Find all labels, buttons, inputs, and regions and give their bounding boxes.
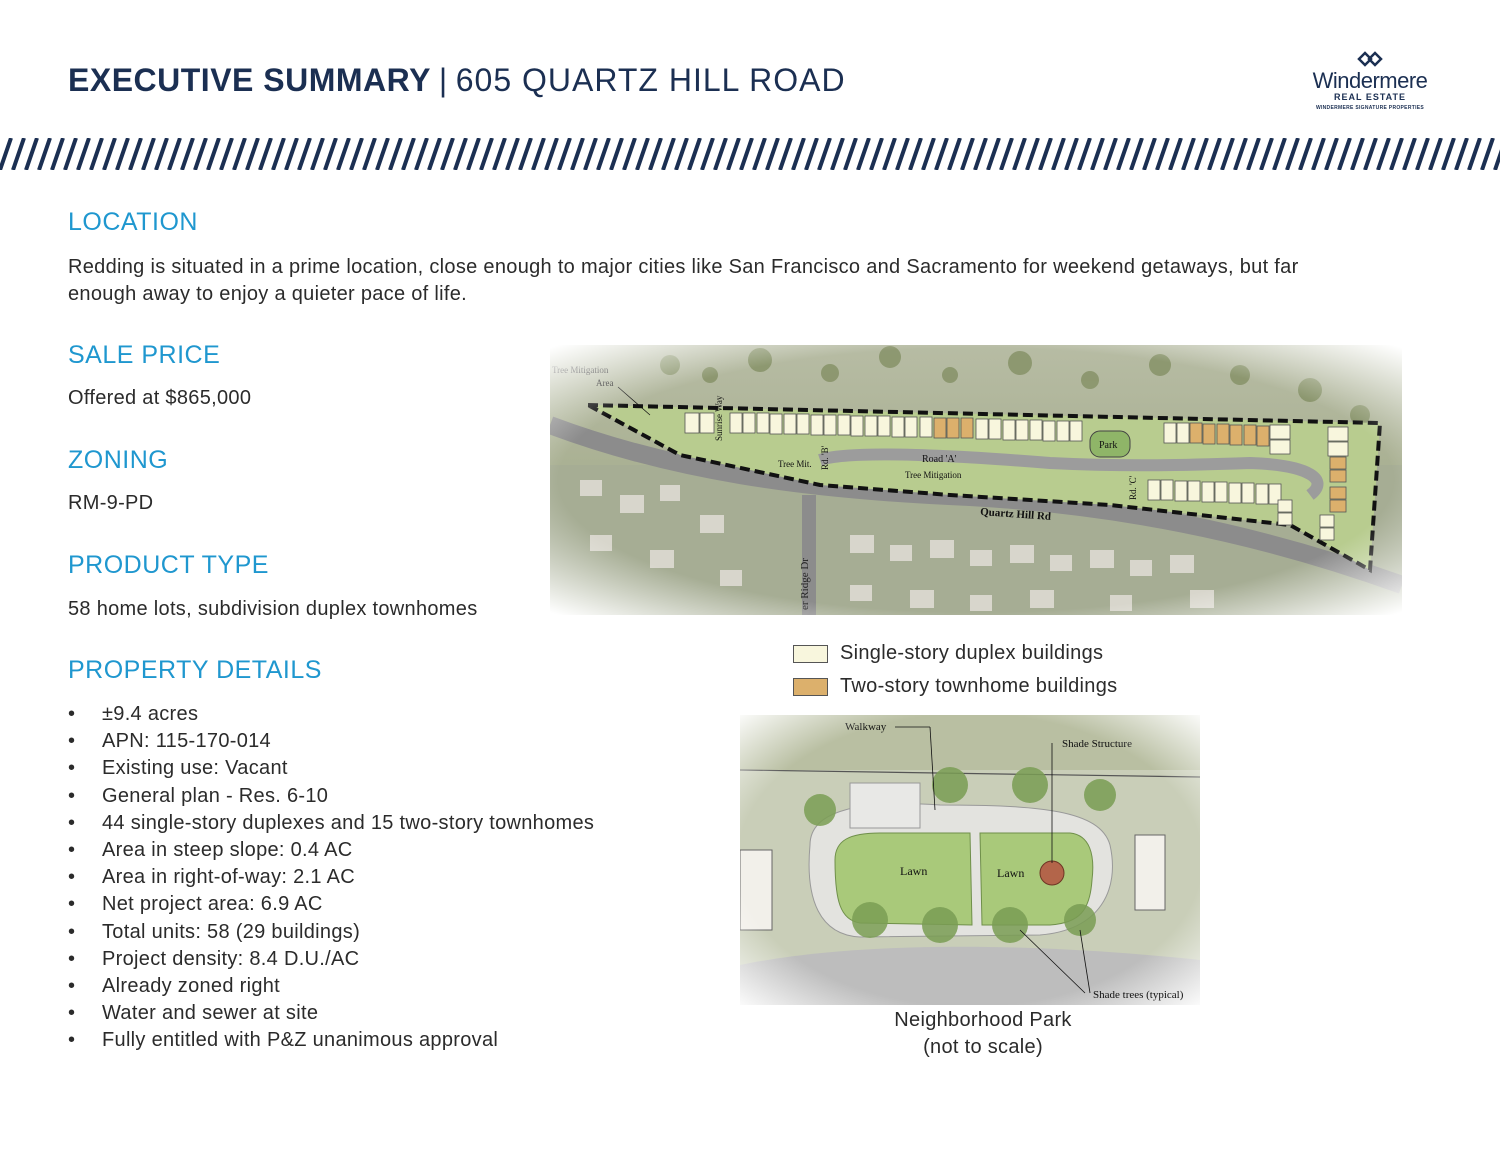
list-item: • Area in steep slope: 0.4 AC <box>68 839 353 862</box>
list-item: • Existing use: Vacant <box>68 757 288 780</box>
legend-label-two: Two-story townhome buildings <box>840 675 1118 697</box>
legend-item-single <box>793 637 1117 670</box>
park-caption <box>843 1007 1123 1061</box>
logo-tagline: REAL ESTATE <box>1333 92 1406 102</box>
header-stripe-divider <box>0 138 1500 170</box>
list-item: • Fully entitled with P&Z unanimous approval <box>68 1029 499 1052</box>
site-plan-map <box>550 345 1402 615</box>
logo-sub: WINDERMERE SIGNATURE PROPERTIES <box>1315 105 1425 111</box>
zoning-text: RM-9-PD <box>68 492 154 514</box>
list-item: • ±9.4 acres <box>68 703 199 725</box>
list-item: • Project density: 8.4 D.U./AC <box>68 947 360 970</box>
page-title <box>68 62 846 99</box>
windermere-logo-icon <box>1355 50 1385 68</box>
list-item: • General plan - Res. 6-10 <box>68 784 329 807</box>
legend-item-two <box>793 670 1117 703</box>
neighborhood-park-plan <box>740 715 1200 1005</box>
title-separator: | <box>438 62 448 98</box>
park-caption-note: (not to scale) <box>923 1036 1043 1058</box>
legend-label-single: Single-story duplex buildings <box>840 642 1104 664</box>
property-details-heading: PROPERTY DETAILS <box>68 656 322 684</box>
sale-price-text: Offered at $865,000 <box>68 387 252 409</box>
logo-name: Windermere <box>1312 68 1428 93</box>
location-heading: LOCATION <box>68 208 198 236</box>
legend-swatch-single <box>793 645 828 663</box>
product-type-heading: PRODUCT TYPE <box>68 551 269 579</box>
map-legend <box>793 637 1117 703</box>
list-item: • Area in right-of-way: 2.1 AC <box>68 866 355 889</box>
list-item: • APN: 115-170-014 <box>68 730 271 753</box>
list-item: • Net project area: 6.9 AC <box>68 893 323 916</box>
list-item: • Already zoned right <box>68 975 281 998</box>
list-item: • Water and sewer at site <box>68 1002 319 1025</box>
property-details-list <box>68 701 594 1055</box>
title-address: 605 QUARTZ HILL ROAD <box>455 62 846 98</box>
product-type-text: 58 home lots, subdivision duplex townhomes <box>68 598 478 620</box>
sale-price-heading: SALE PRICE <box>68 341 221 369</box>
legend-swatch-two <box>793 678 828 696</box>
windermere-logo <box>1300 50 1440 111</box>
shade-trees-label: Shade trees (typical) <box>1093 989 1184 1001</box>
title-bold: EXECUTIVE SUMMARY <box>68 62 431 98</box>
zoning-heading: ZONING <box>68 446 169 474</box>
list-item: • 44 single-story duplexes and 15 two-story townhomes <box>68 811 595 834</box>
list-item: • Total units: 58 (29 buildings) <box>68 920 361 943</box>
park-caption-title: Neighborhood Park <box>894 1009 1072 1031</box>
location-text: Redding is situated in a prime location, close enough to major cities like San Francisco and Sacramento for weekend getaways, but far enough away to enjoy a quieter pace of life. <box>68 256 1299 305</box>
